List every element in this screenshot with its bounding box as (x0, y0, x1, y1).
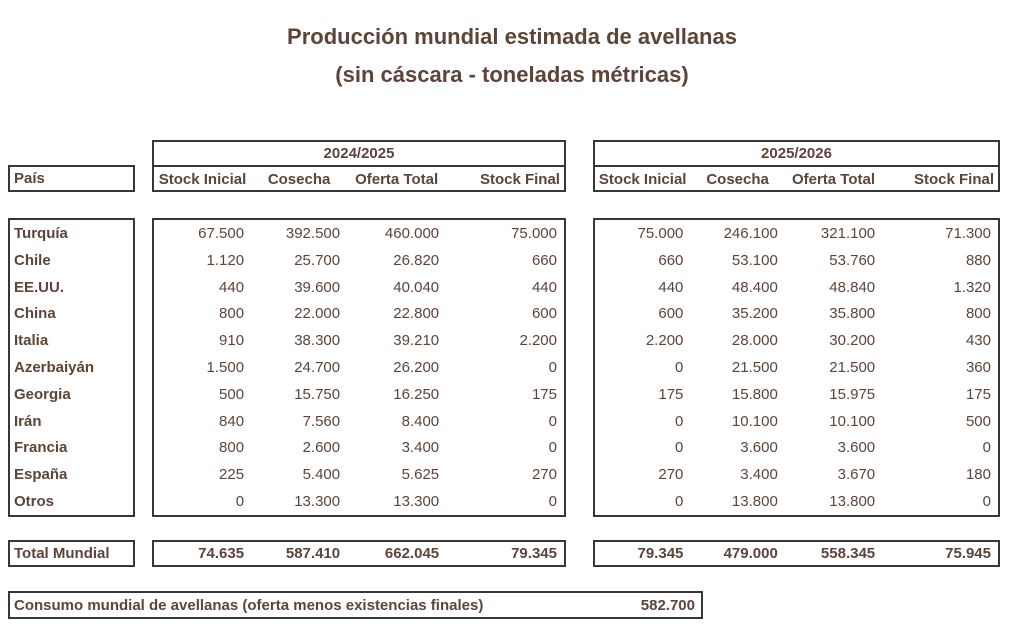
country-label: Francia (14, 439, 68, 457)
country-column (8, 218, 135, 517)
period-2024-2025-data-grid (152, 218, 566, 517)
value-cell: 1.500 (206, 358, 245, 376)
value-cell: 321.100 (820, 224, 876, 242)
value-cell: 0 (675, 358, 684, 376)
column-header-stock-inicial: Stock Inicial (158, 171, 247, 188)
value-cell: 500 (965, 412, 991, 430)
value-cell: 21.500 (829, 358, 876, 376)
value-cell: 5.625 (401, 466, 440, 484)
country-header-cell (8, 165, 135, 192)
value-cell: 910 (219, 332, 245, 350)
country-label: China (14, 305, 56, 323)
country-header-label: País (14, 170, 45, 187)
value-cell: 38.300 (294, 332, 341, 350)
value-cell: 26.820 (393, 251, 440, 269)
value-cell: 440 (219, 278, 245, 296)
country-label: EE.UU. (14, 278, 65, 296)
value-cell: 67.500 (198, 224, 245, 242)
value-cell: 1.120 (206, 251, 245, 269)
value-cell: 0 (675, 412, 684, 430)
period-2024-2025-total-row (152, 540, 566, 567)
column-header-cosecha: Cosecha (267, 171, 331, 188)
value-cell: 24.700 (294, 358, 341, 376)
country-label: Otros (14, 493, 55, 511)
value-cell: 15.800 (731, 385, 778, 403)
value-cell: 800 (219, 305, 245, 323)
value-cell: 2.200 (645, 332, 684, 350)
value-cell: 3.400 (401, 439, 440, 457)
value-cell: 28.000 (731, 332, 778, 350)
total-row-label: Total Mundial (14, 545, 110, 562)
value-cell: 75.000 (511, 224, 557, 242)
value-cell: 270 (531, 466, 557, 484)
column-header-stock-final: Stock Final (479, 171, 560, 188)
value-cell: 35.200 (731, 305, 778, 323)
period-2024-2025-year-label: 2024/2025 (154, 142, 564, 167)
period-2024-2025-column-headers (154, 167, 564, 192)
value-cell: 660 (531, 251, 557, 269)
total-value-cell: 479.000 (723, 545, 778, 562)
value-cell: 800 (965, 305, 991, 323)
column-header-oferta-total: Oferta Total (355, 171, 439, 188)
value-cell: 26.200 (393, 358, 440, 376)
total-value-cell: 79.345 (637, 545, 684, 562)
value-cell: 48.400 (731, 278, 778, 296)
country-label: Azerbaiyán (14, 358, 95, 376)
value-cell: 460.000 (384, 224, 440, 242)
value-cell: 880 (965, 251, 991, 269)
value-cell: 392.500 (285, 224, 341, 242)
value-cell: 53.760 (829, 251, 876, 269)
value-cell: 600 (531, 305, 557, 323)
value-cell: 22.000 (294, 305, 341, 323)
value-cell: 0 (548, 493, 557, 511)
country-label: Italia (14, 332, 49, 350)
value-cell: 16.250 (393, 385, 440, 403)
value-cell: 10.100 (829, 412, 876, 430)
value-cell: 246.100 (723, 224, 778, 242)
value-cell: 0 (675, 439, 684, 457)
value-cell: 40.040 (393, 278, 440, 296)
value-cell: 2.600 (302, 439, 341, 457)
value-cell: 7.560 (302, 412, 341, 430)
value-cell: 0 (982, 439, 991, 457)
value-cell: 3.400 (740, 466, 778, 484)
total-value-cell: 587.410 (285, 545, 341, 562)
value-cell: 440 (531, 278, 557, 296)
column-header-stock-final: Stock Final (913, 171, 994, 188)
value-cell: 2.200 (519, 332, 557, 350)
value-cell: 360 (965, 358, 991, 376)
value-cell: 13.300 (393, 493, 440, 511)
consumption-value: 582.700 (640, 596, 695, 614)
value-cell: 440 (658, 278, 684, 296)
country-label: Georgia (14, 385, 71, 403)
value-cell: 0 (982, 493, 991, 511)
total-value-cell: 662.045 (384, 545, 440, 562)
period-2025-2026-header (593, 140, 1000, 192)
value-cell: 21.500 (731, 358, 778, 376)
value-cell: 35.800 (829, 305, 876, 323)
country-label: Irán (14, 412, 42, 430)
value-cell: 175 (658, 385, 684, 403)
value-cell: 840 (219, 412, 245, 430)
total-row-label-cell (8, 540, 135, 567)
value-cell: 800 (219, 439, 245, 457)
country-label: España (14, 466, 68, 484)
column-header-cosecha: Cosecha (706, 171, 769, 188)
value-cell: 270 (658, 466, 684, 484)
value-cell: 3.600 (740, 439, 778, 457)
value-cell: 225 (219, 466, 245, 484)
value-cell: 22.800 (393, 305, 440, 323)
column-header-stock-inicial: Stock Inicial (598, 171, 687, 188)
value-cell: 660 (658, 251, 684, 269)
period-2024-2025-header (152, 140, 566, 192)
total-value-cell: 79.345 (511, 545, 557, 562)
value-cell: 0 (235, 493, 245, 511)
page-subtitle: (sin cáscara - toneladas métricas) (335, 62, 689, 87)
value-cell: 48.840 (829, 278, 876, 296)
value-cell: 15.975 (829, 385, 876, 403)
value-cell: 39.210 (393, 332, 440, 350)
value-cell: 3.600 (837, 439, 876, 457)
value-cell: 8.400 (401, 412, 440, 430)
period-2025-2026-column-headers (595, 167, 998, 192)
value-cell: 175 (965, 385, 991, 403)
value-cell: 0 (675, 493, 684, 511)
value-cell: 175 (531, 385, 557, 403)
period-2025-2026-data-grid (593, 218, 1000, 517)
period-2025-2026-total-row (593, 540, 1000, 567)
value-cell: 13.300 (294, 493, 341, 511)
value-cell: 5.400 (302, 466, 341, 484)
value-cell: 0 (548, 358, 557, 376)
value-cell: 10.100 (731, 412, 778, 430)
total-value-cell: 74.635 (198, 545, 245, 562)
total-value-cell: 75.945 (945, 545, 991, 562)
value-cell: 39.600 (294, 278, 341, 296)
country-label: Turquía (14, 224, 68, 242)
period-2025-2026-year-label: 2025/2026 (595, 142, 998, 167)
value-cell: 430 (965, 332, 991, 350)
value-cell: 1.320 (953, 278, 991, 296)
consumption-label: Consumo mundial de avellanas (oferta menos existencias finales) (14, 596, 484, 614)
column-header-oferta-total: Oferta Total (791, 171, 876, 188)
value-cell: 180 (965, 466, 991, 484)
value-cell: 25.700 (294, 251, 341, 269)
value-cell: 15.750 (294, 385, 341, 403)
page-title: Producción mundial estimada de avellanas (287, 24, 737, 49)
total-value-cell: 558.345 (820, 545, 876, 562)
value-cell: 3.670 (837, 466, 876, 484)
value-cell: 13.800 (829, 493, 876, 511)
country-label: Chile (14, 251, 51, 269)
value-cell: 75.000 (637, 224, 684, 242)
value-cell: 500 (219, 385, 245, 403)
consumption-summary-row (8, 591, 703, 619)
value-cell: 600 (658, 305, 684, 323)
value-cell: 30.200 (829, 332, 876, 350)
value-cell: 13.800 (731, 493, 778, 511)
value-cell: 0 (548, 439, 557, 457)
value-cell: 0 (548, 412, 557, 430)
value-cell: 53.100 (731, 251, 778, 269)
value-cell: 71.300 (945, 224, 991, 242)
